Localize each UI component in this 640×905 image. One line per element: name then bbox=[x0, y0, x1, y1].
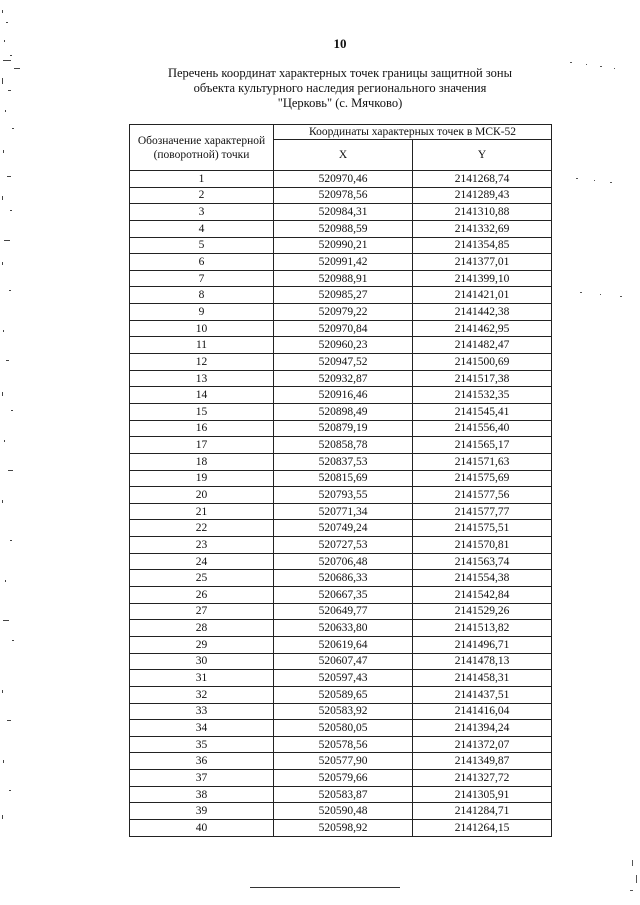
table-row bbox=[130, 437, 552, 454]
point-number-cell: 31 bbox=[130, 670, 274, 687]
table-row bbox=[130, 487, 552, 504]
x-coordinate-cell: 520898,49 bbox=[274, 403, 413, 420]
y-coordinate-cell: 2141545,41 bbox=[413, 403, 552, 420]
y-coordinate-cell: 2141577,56 bbox=[413, 487, 552, 504]
x-coordinate-cell: 520879,19 bbox=[274, 420, 413, 437]
table-row bbox=[130, 653, 552, 670]
table-row bbox=[130, 453, 552, 470]
point-number-cell: 15 bbox=[130, 403, 274, 420]
x-coordinate-cell: 520598,92 bbox=[274, 819, 413, 836]
point-number-cell: 6 bbox=[130, 254, 274, 271]
table-row bbox=[130, 270, 552, 287]
y-coordinate-cell: 2141289,43 bbox=[413, 187, 552, 204]
point-number-cell: 18 bbox=[130, 453, 274, 470]
point-number-cell: 17 bbox=[130, 437, 274, 454]
x-coordinate-cell: 520771,34 bbox=[274, 503, 413, 520]
table-row bbox=[130, 736, 552, 753]
y-coordinate-cell: 2141268,74 bbox=[413, 171, 552, 188]
y-coordinate-cell: 2141332,69 bbox=[413, 220, 552, 237]
x-coordinate-cell: 520991,42 bbox=[274, 254, 413, 271]
x-coordinate-cell: 520706,48 bbox=[274, 553, 413, 570]
x-coordinate-cell: 520815,69 bbox=[274, 470, 413, 487]
point-number-cell: 1 bbox=[130, 171, 274, 188]
point-number-cell: 5 bbox=[130, 237, 274, 254]
point-number-cell: 21 bbox=[130, 503, 274, 520]
y-coordinate-cell: 2141264,15 bbox=[413, 819, 552, 836]
point-number-cell: 30 bbox=[130, 653, 274, 670]
table-row bbox=[130, 470, 552, 487]
table-row bbox=[130, 553, 552, 570]
table-row bbox=[130, 770, 552, 787]
x-coordinate-cell: 520578,56 bbox=[274, 736, 413, 753]
table-row bbox=[130, 720, 552, 737]
point-number-cell: 8 bbox=[130, 287, 274, 304]
x-coordinate-cell: 520990,21 bbox=[274, 237, 413, 254]
table-row bbox=[130, 370, 552, 387]
point-number-cell: 35 bbox=[130, 736, 274, 753]
x-coordinate-cell: 520633,80 bbox=[274, 620, 413, 637]
page-number: 10 bbox=[333, 36, 347, 51]
y-coordinate-cell: 2141416,04 bbox=[413, 703, 552, 720]
x-coordinate-cell: 520979,22 bbox=[274, 304, 413, 321]
point-number-cell: 36 bbox=[130, 753, 274, 770]
table-row bbox=[130, 603, 552, 620]
point-number-cell: 27 bbox=[130, 603, 274, 620]
scan-noise-right bbox=[550, 0, 640, 905]
x-coordinate-cell: 520749,24 bbox=[274, 520, 413, 537]
table-row bbox=[130, 753, 552, 770]
point-number-cell: 16 bbox=[130, 420, 274, 437]
x-coordinate-cell: 520589,65 bbox=[274, 686, 413, 703]
table-row bbox=[130, 220, 552, 237]
y-coordinate-cell: 2141513,82 bbox=[413, 620, 552, 637]
y-coordinate-cell: 2141305,91 bbox=[413, 786, 552, 803]
point-number-cell: 28 bbox=[130, 620, 274, 637]
table-row bbox=[130, 803, 552, 820]
y-coordinate-cell: 2141482,47 bbox=[413, 337, 552, 354]
x-coordinate-cell: 520978,56 bbox=[274, 187, 413, 204]
table-row bbox=[130, 254, 552, 271]
x-coordinate-cell: 520985,27 bbox=[274, 287, 413, 304]
point-number-cell: 29 bbox=[130, 636, 274, 653]
x-coordinate-cell: 520583,87 bbox=[274, 786, 413, 803]
point-number-cell: 10 bbox=[130, 320, 274, 337]
point-number-cell: 24 bbox=[130, 553, 274, 570]
scan-noise-left bbox=[0, 0, 30, 830]
table-row bbox=[130, 786, 552, 803]
x-coordinate-cell: 520590,48 bbox=[274, 803, 413, 820]
y-coordinate-cell: 2141462,95 bbox=[413, 320, 552, 337]
x-coordinate-cell: 520583,92 bbox=[274, 703, 413, 720]
point-number-cell: 40 bbox=[130, 819, 274, 836]
y-coordinate-cell: 2141377,01 bbox=[413, 254, 552, 271]
point-number-cell: 34 bbox=[130, 720, 274, 737]
x-coordinate-cell: 520579,66 bbox=[274, 770, 413, 787]
table-row bbox=[130, 520, 552, 537]
y-coordinate-cell: 2141372,07 bbox=[413, 736, 552, 753]
y-coordinate-cell: 2141496,71 bbox=[413, 636, 552, 653]
x-coordinate-cell: 520619,64 bbox=[274, 636, 413, 653]
point-number-cell: 22 bbox=[130, 520, 274, 537]
x-coordinate-cell: 520858,78 bbox=[274, 437, 413, 454]
y-coordinate-cell: 2141354,85 bbox=[413, 237, 552, 254]
document-title-line-3: "Церковь" (с. Мячково) bbox=[277, 96, 403, 110]
x-coordinate-cell: 520970,84 bbox=[274, 320, 413, 337]
y-coordinate-cell: 2141575,69 bbox=[413, 470, 552, 487]
x-coordinate-cell: 520577,90 bbox=[274, 753, 413, 770]
y-coordinate-cell: 2141399,10 bbox=[413, 270, 552, 287]
y-coordinate-cell: 2141570,81 bbox=[413, 537, 552, 554]
y-coordinate-cell: 2141394,24 bbox=[413, 720, 552, 737]
table-row bbox=[130, 670, 552, 687]
point-number-cell: 20 bbox=[130, 487, 274, 504]
point-number-cell: 7 bbox=[130, 270, 274, 287]
y-coordinate-cell: 2141478,13 bbox=[413, 653, 552, 670]
table-row bbox=[130, 320, 552, 337]
document-title-line-2: объекта культурного наследия регионального значения bbox=[193, 81, 487, 95]
table-row bbox=[130, 686, 552, 703]
table-row bbox=[130, 337, 552, 354]
y-coordinate-cell: 2141437,51 bbox=[413, 686, 552, 703]
x-coordinate-cell: 520649,77 bbox=[274, 603, 413, 620]
point-number-cell: 39 bbox=[130, 803, 274, 820]
coordinates-system-header: Координаты характерных точек в МСК-52 bbox=[274, 125, 552, 140]
y-coordinate-cell: 2141554,38 bbox=[413, 570, 552, 587]
table-row bbox=[130, 237, 552, 254]
table-row bbox=[130, 403, 552, 420]
coordinates-table bbox=[129, 124, 552, 837]
table-row bbox=[130, 620, 552, 637]
point-number-cell: 14 bbox=[130, 387, 274, 404]
x-coordinate-cell: 520580,05 bbox=[274, 720, 413, 737]
y-column-header: Y bbox=[413, 140, 552, 171]
point-number-cell: 12 bbox=[130, 354, 274, 371]
table-row bbox=[130, 187, 552, 204]
scan-bottom-line bbox=[250, 887, 400, 888]
x-coordinate-cell: 520837,53 bbox=[274, 453, 413, 470]
point-number-cell: 3 bbox=[130, 204, 274, 221]
x-coordinate-cell: 520607,47 bbox=[274, 653, 413, 670]
document-title-line-1: Перечень координат характерных точек границы защитной зоны bbox=[167, 66, 513, 80]
y-coordinate-cell: 2141577,77 bbox=[413, 503, 552, 520]
x-coordinate-cell: 520932,87 bbox=[274, 370, 413, 387]
table-row bbox=[130, 171, 552, 188]
y-coordinate-cell: 2141327,72 bbox=[413, 770, 552, 787]
x-coordinate-cell: 520597,43 bbox=[274, 670, 413, 687]
x-coordinate-cell: 520793,55 bbox=[274, 487, 413, 504]
y-coordinate-cell: 2141500,69 bbox=[413, 354, 552, 371]
x-coordinate-cell: 520667,35 bbox=[274, 587, 413, 604]
y-coordinate-cell: 2141556,40 bbox=[413, 420, 552, 437]
point-number-cell: 37 bbox=[130, 770, 274, 787]
x-coordinate-cell: 520727,53 bbox=[274, 537, 413, 554]
y-coordinate-cell: 2141575,51 bbox=[413, 520, 552, 537]
point-number-cell: 4 bbox=[130, 220, 274, 237]
x-coordinate-cell: 520988,59 bbox=[274, 220, 413, 237]
table-row bbox=[130, 537, 552, 554]
table-row bbox=[130, 287, 552, 304]
table-row bbox=[130, 570, 552, 587]
point-number-cell: 2 bbox=[130, 187, 274, 204]
x-coordinate-cell: 520686,33 bbox=[274, 570, 413, 587]
point-number-cell: 25 bbox=[130, 570, 274, 587]
point-number-cell: 33 bbox=[130, 703, 274, 720]
y-coordinate-cell: 2141542,84 bbox=[413, 587, 552, 604]
x-coordinate-cell: 520947,52 bbox=[274, 354, 413, 371]
table-row bbox=[130, 204, 552, 221]
x-coordinate-cell: 520984,31 bbox=[274, 204, 413, 221]
table-row bbox=[130, 387, 552, 404]
table-row bbox=[130, 304, 552, 321]
x-coordinate-cell: 520970,46 bbox=[274, 171, 413, 188]
y-coordinate-cell: 2141565,17 bbox=[413, 437, 552, 454]
point-number-cell: 38 bbox=[130, 786, 274, 803]
y-coordinate-cell: 2141349,87 bbox=[413, 753, 552, 770]
point-number-cell: 32 bbox=[130, 686, 274, 703]
y-coordinate-cell: 2141529,26 bbox=[413, 603, 552, 620]
coordinates-table-body bbox=[130, 171, 552, 837]
point-number-cell: 19 bbox=[130, 470, 274, 487]
y-coordinate-cell: 2141532,35 bbox=[413, 387, 552, 404]
table-row bbox=[130, 819, 552, 836]
x-coordinate-cell: 520916,46 bbox=[274, 387, 413, 404]
y-coordinate-cell: 2141458,31 bbox=[413, 670, 552, 687]
x-coordinate-cell: 520960,23 bbox=[274, 337, 413, 354]
point-number-cell: 9 bbox=[130, 304, 274, 321]
point-designation-header: Обозначение характерной (поворотной) точки bbox=[130, 125, 274, 171]
x-column-header: X bbox=[274, 140, 413, 171]
point-number-cell: 13 bbox=[130, 370, 274, 387]
point-number-cell: 23 bbox=[130, 537, 274, 554]
y-coordinate-cell: 2141442,38 bbox=[413, 304, 552, 321]
y-coordinate-cell: 2141421,01 bbox=[413, 287, 552, 304]
table-row bbox=[130, 636, 552, 653]
table-row bbox=[130, 354, 552, 371]
point-number-cell: 11 bbox=[130, 337, 274, 354]
point-number-cell: 26 bbox=[130, 587, 274, 604]
table-row bbox=[130, 703, 552, 720]
table-row bbox=[130, 503, 552, 520]
x-coordinate-cell: 520988,91 bbox=[274, 270, 413, 287]
table-row bbox=[130, 420, 552, 437]
document-title bbox=[130, 66, 550, 111]
y-coordinate-cell: 2141571,63 bbox=[413, 453, 552, 470]
y-coordinate-cell: 2141563,74 bbox=[413, 553, 552, 570]
y-coordinate-cell: 2141310,88 bbox=[413, 204, 552, 221]
y-coordinate-cell: 2141284,71 bbox=[413, 803, 552, 820]
y-coordinate-cell: 2141517,38 bbox=[413, 370, 552, 387]
table-row bbox=[130, 587, 552, 604]
